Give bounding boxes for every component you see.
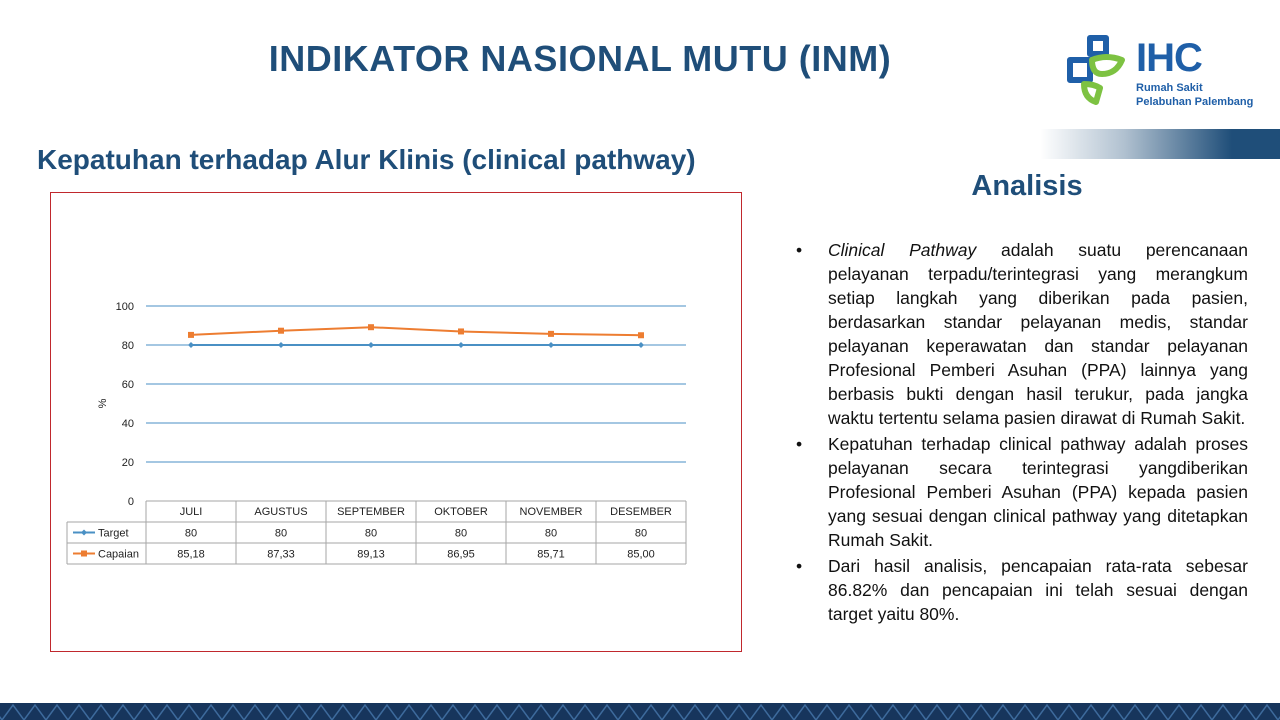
- footer-pattern-stroke: [728, 705, 750, 720]
- footer-pattern-stroke: [442, 705, 464, 720]
- footer-pattern-stroke: [68, 705, 90, 720]
- footer-pattern-stroke: [530, 705, 552, 720]
- x-category-label-agustus: AGUSTUS: [254, 506, 308, 518]
- footer-pattern-stroke: [1058, 705, 1080, 720]
- header-decoration-band: [1040, 129, 1280, 159]
- footer-pattern-stroke: [1102, 705, 1124, 720]
- footer-pattern-stroke: [552, 705, 574, 720]
- cross-logo-icon: [1064, 34, 1132, 106]
- footer-pattern-stroke: [640, 705, 662, 720]
- footer-pattern-stroke: [46, 705, 68, 720]
- footer-pattern-stroke: [794, 705, 816, 720]
- chart-container: [50, 192, 742, 652]
- y-tick-label-60: 60: [121, 379, 134, 391]
- footer-pattern-stroke: [574, 705, 596, 720]
- y-axis-label: %: [97, 398, 109, 409]
- footer-pattern-stroke: [596, 705, 618, 720]
- footer-pattern-stroke: [90, 705, 112, 720]
- footer-pattern-stroke: [1234, 705, 1256, 720]
- footer-pattern-stroke: [486, 705, 508, 720]
- analysis-list: [796, 238, 1248, 628]
- y-tick-label-80: 80: [121, 340, 134, 352]
- y-tick-label-100: 100: [115, 301, 134, 313]
- data-point-target-1: [278, 342, 284, 348]
- footer-pattern-stroke: [772, 705, 794, 720]
- footer-pattern-stroke: [156, 705, 178, 720]
- footer-pattern-stroke: [24, 705, 46, 720]
- table-value-capaian-3: 86,95: [447, 548, 475, 561]
- data-point-capaian-0: [188, 332, 194, 338]
- data-point-capaian-1: [278, 328, 284, 334]
- x-category-label-september: SEPTEMBER: [337, 506, 405, 518]
- analysis-bullet-2: • Kepatuhan terhadap clinical pathway adalah proses pelayanan secara terintegrasi yangdiberikan Profesional Pemberi Asuhan (PPA) kepada pasien yang sesuai dengan clinical pathway yang ditetapkan Rumah Sakit.: [796, 432, 1248, 552]
- footer-pattern-stroke: [948, 705, 970, 720]
- x-category-label-juli: JULI: [179, 506, 203, 518]
- data-point-capaian-5: [638, 332, 644, 338]
- footer-pattern-stroke: [1190, 705, 1212, 720]
- table-value-target-0: 80: [184, 527, 198, 540]
- footer-pattern-stroke: [706, 705, 728, 720]
- x-category-label-desember: DESEMBER: [610, 506, 672, 518]
- analysis-bullet-3: • Dari hasil analisis, pencapaian rata-rata sebesar 86.82% dan pencapaian ini telah sesuai dengan target yaitu 80%.: [796, 554, 1248, 626]
- table-value-target-4: 80: [544, 527, 558, 540]
- data-point-target-3: [458, 342, 464, 348]
- footer-pattern-stroke: [1036, 705, 1058, 720]
- footer-pattern-stroke: [288, 705, 310, 720]
- data-point-target-5: [638, 342, 644, 348]
- footer-pattern-stroke: [244, 705, 266, 720]
- footer-pattern-stroke: [1256, 705, 1278, 720]
- footer-pattern-stroke: [662, 705, 684, 720]
- y-tick-label-20: 20: [121, 457, 134, 469]
- logo-name: IHC: [1136, 36, 1202, 80]
- footer-pattern-stroke: [464, 705, 486, 720]
- analysis-bullet-1-term: Clinical Pathway: [828, 240, 977, 260]
- footer-pattern-stroke: [310, 705, 332, 720]
- table-value-target-2: 80: [364, 527, 378, 540]
- footer-pattern-stroke: [200, 705, 222, 720]
- hospital-logo: [1064, 34, 1274, 114]
- data-point-capaian-3: [458, 328, 464, 334]
- footer-pattern-stroke: [816, 705, 838, 720]
- logo-subtitle-1: Rumah Sakit: [1136, 82, 1203, 94]
- footer-pattern-stroke: [750, 705, 772, 720]
- footer-pattern-stroke: [398, 705, 420, 720]
- footer-pattern-stroke: [0, 705, 2, 720]
- footer-pattern-stroke: [1212, 705, 1234, 720]
- data-point-capaian-2: [368, 324, 374, 330]
- data-point-target-4: [548, 342, 554, 348]
- table-value-target-5: 80: [634, 527, 648, 540]
- x-category-label-november: NOVEMBER: [519, 506, 583, 518]
- table-value-target-1: 80: [274, 527, 288, 540]
- footer-pattern-stroke: [926, 705, 948, 720]
- footer-pattern-stroke: [970, 705, 992, 720]
- footer-pattern-stroke: [618, 705, 640, 720]
- table-value-capaian-0: 85,18: [177, 548, 205, 561]
- footer-pattern-stroke: [332, 705, 354, 720]
- y-tick-label-0: 0: [127, 496, 134, 508]
- data-point-target-0: [188, 342, 194, 348]
- legend-label-target: Target: [98, 527, 129, 540]
- footer-pattern-stroke: [266, 705, 288, 720]
- page-title: INDIKATOR NASIONAL MUTU (INM): [268, 38, 892, 79]
- footer-pattern-stroke: [904, 705, 926, 720]
- table-value-capaian-2: 89,13: [357, 548, 385, 561]
- footer-pattern-stroke: [508, 705, 530, 720]
- footer-pattern-stroke: [1124, 705, 1146, 720]
- footer-pattern-stroke: [1080, 705, 1102, 720]
- y-tick-label-40: 40: [121, 418, 134, 430]
- x-category-label-oktober: OKTOBER: [434, 506, 488, 518]
- footer-pattern-stroke: [134, 705, 156, 720]
- footer-pattern: [0, 703, 1280, 720]
- footer-pattern-stroke: [860, 705, 882, 720]
- footer-pattern-stroke: [1146, 705, 1168, 720]
- footer-pattern-stroke: [178, 705, 200, 720]
- data-point-target-2: [368, 342, 374, 348]
- analysis-heading: Analisis: [971, 170, 1083, 202]
- footer-pattern-stroke: [376, 705, 398, 720]
- line-chart: [51, 193, 741, 651]
- footer-pattern-stroke: [1014, 705, 1036, 720]
- footer-pattern-stroke: [882, 705, 904, 720]
- table-value-target-3: 80: [454, 527, 468, 540]
- footer-pattern-stroke: [1168, 705, 1190, 720]
- section-title: Kepatuhan terhadap Alur Klinis (clinical pathway): [37, 144, 696, 175]
- legend-marker-target: [81, 530, 87, 536]
- legend-marker-capaian: [81, 551, 87, 557]
- footer-pattern-stroke: [838, 705, 860, 720]
- table-value-capaian-4: 85,71: [537, 548, 565, 561]
- footer-pattern-stroke: [112, 705, 134, 720]
- footer-pattern-stroke: [420, 705, 442, 720]
- logo-subtitle-2: Pelabuhan Palembang: [1136, 96, 1254, 108]
- table-value-capaian-5: 85,00: [627, 548, 655, 561]
- footer-pattern-stroke: [222, 705, 244, 720]
- footer-pattern-stroke: [992, 705, 1014, 720]
- analysis-bullet-1: [796, 238, 1248, 430]
- footer-pattern-stroke: [684, 705, 706, 720]
- data-point-capaian-4: [548, 331, 554, 337]
- table-value-capaian-1: 87,33: [267, 548, 295, 561]
- footer-band: [0, 703, 1280, 720]
- series-line-capaian: [191, 327, 641, 335]
- legend-label-capaian: Capaian: [98, 548, 139, 561]
- footer-pattern-stroke: [354, 705, 376, 720]
- analysis-bullet-1-text: adalah suatu perencanaan pelayanan terpadu/terintegrasi yang merangkum setiap langkah yang diberikan pada pasien, berdasarkan standar pelayanan medis, standar pelayanan keperawatan dan standar pelayanan Profesional Pemberi Asuhan (PPA) lainnya yang berbasis bukti dengan hasil terukur, pada jangka waktu tertentu selama pasien dirawat di Rumah Sakit.: [828, 240, 1248, 428]
- footer-pattern-stroke: [2, 705, 24, 720]
